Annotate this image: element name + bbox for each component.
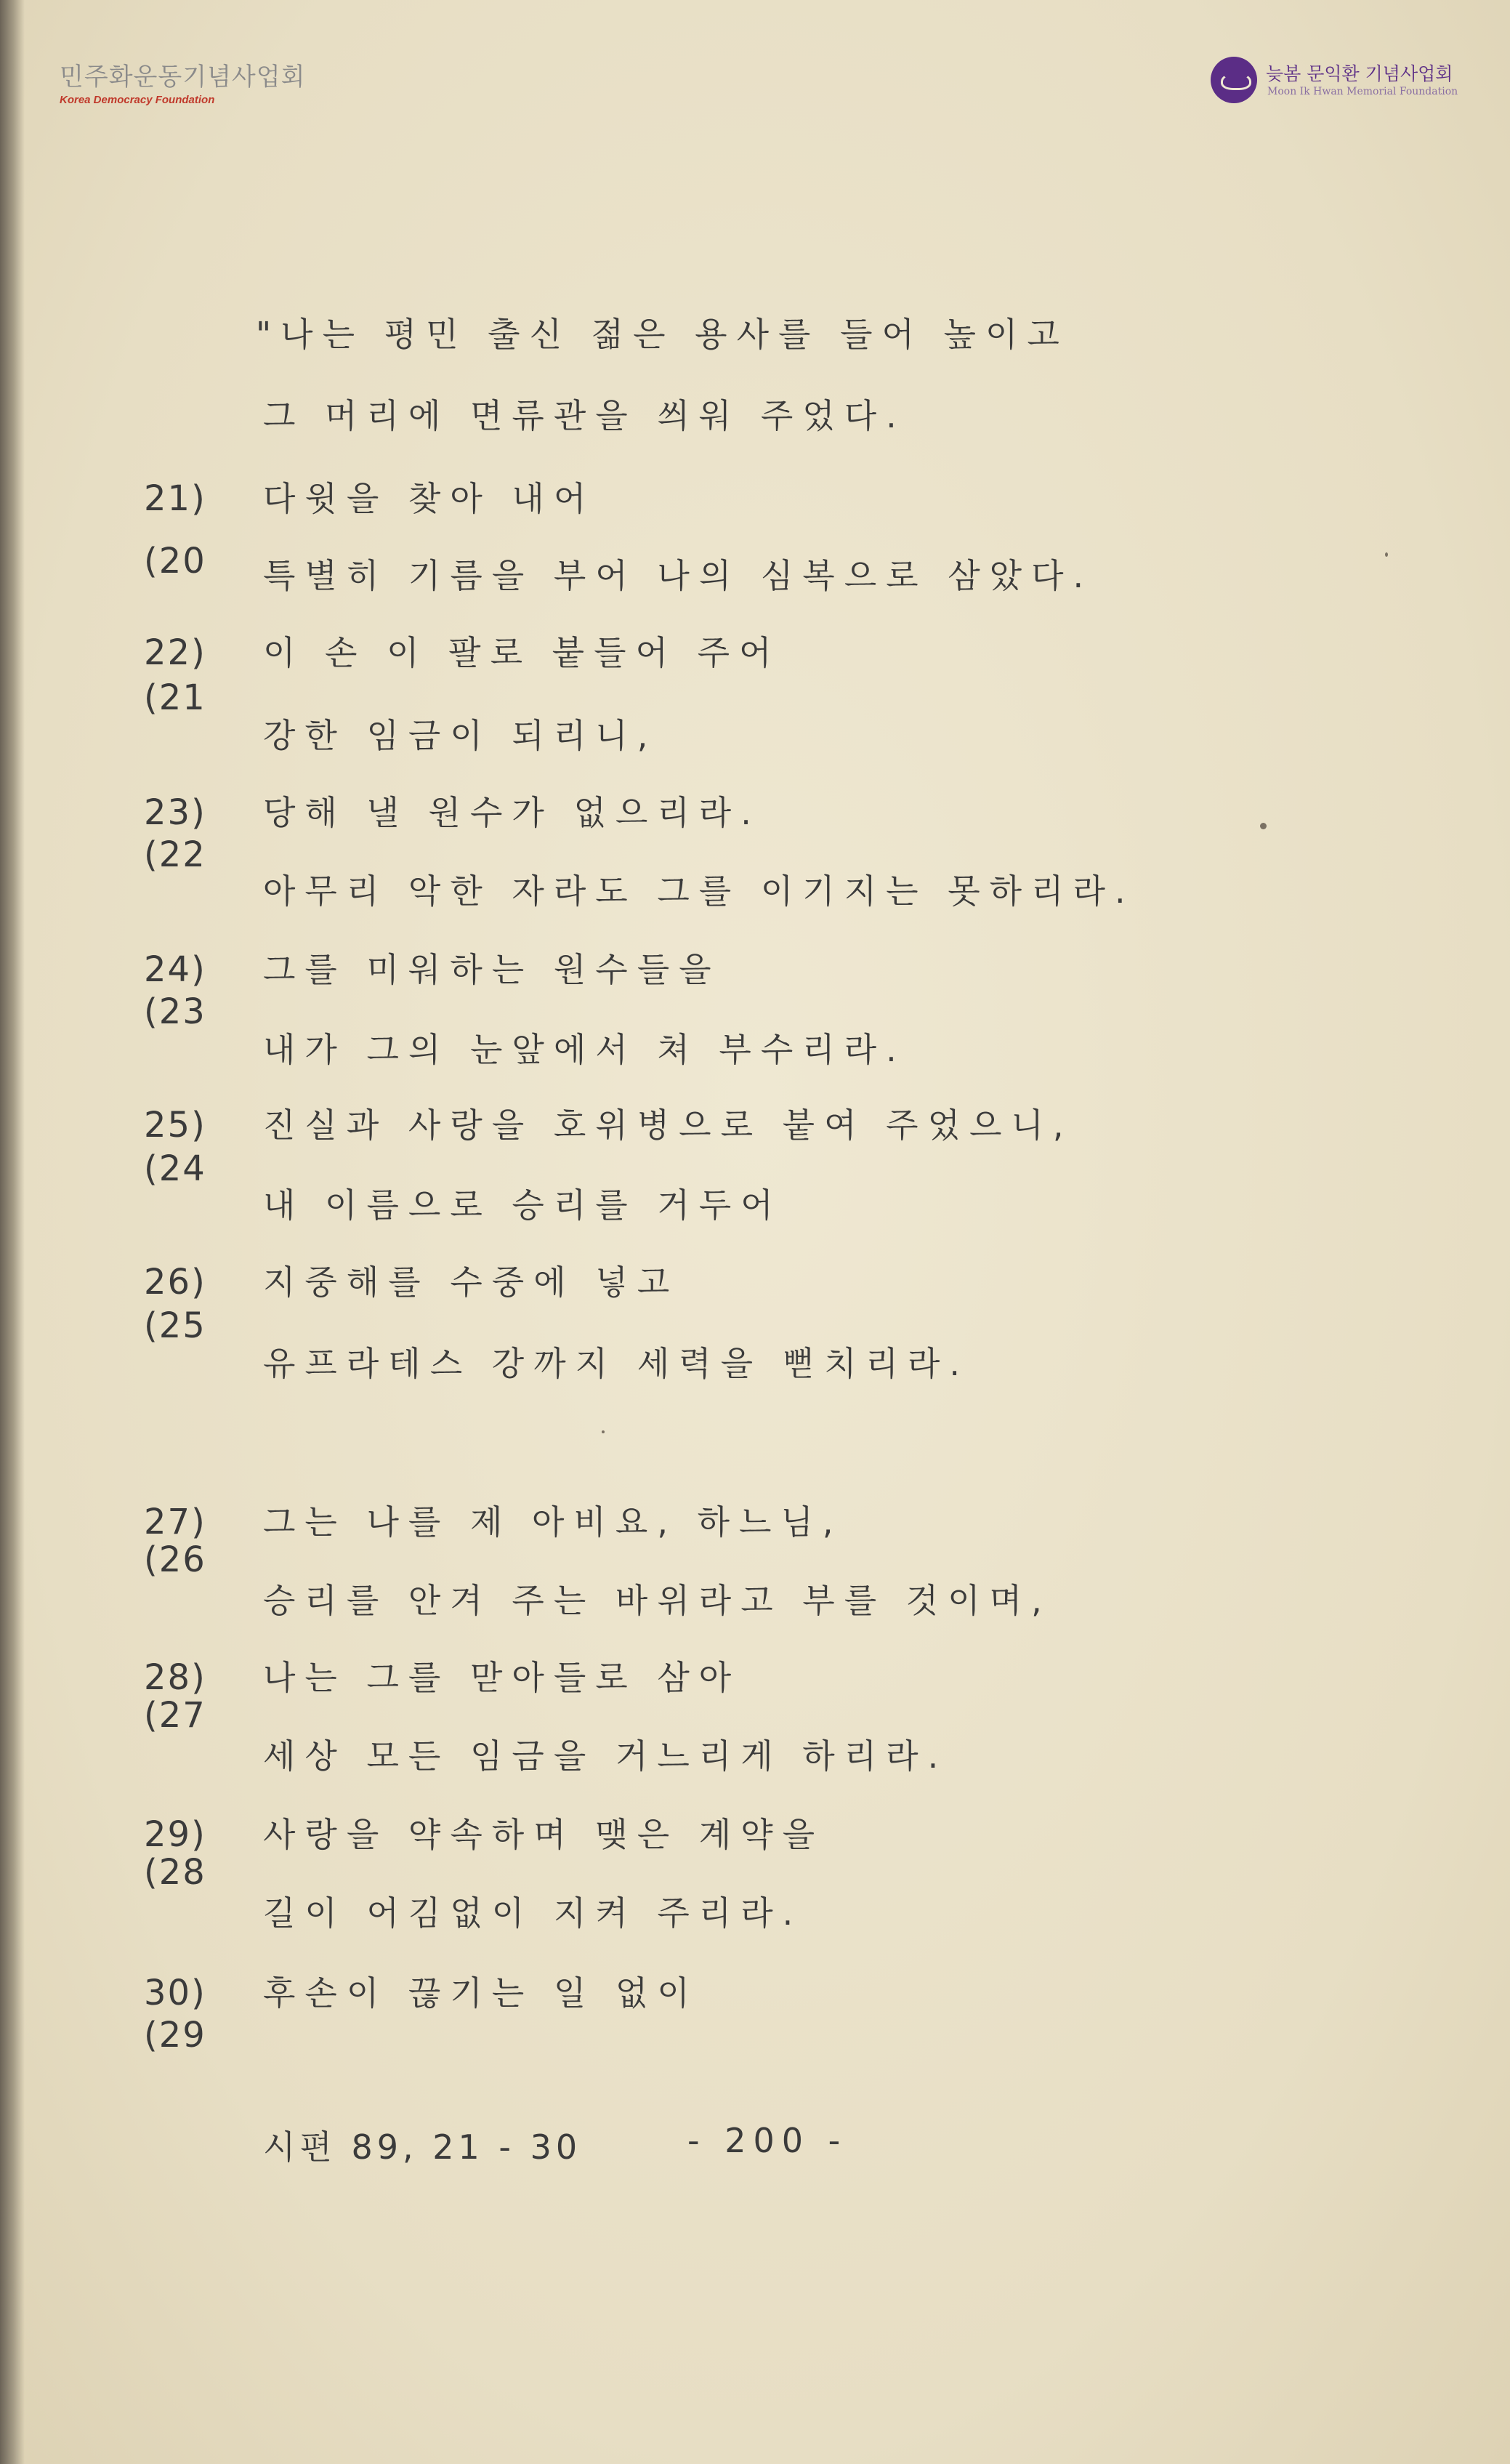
paper-speck: [1260, 823, 1267, 829]
verse-number-old: (25: [144, 1305, 206, 1346]
verse-number-new: 29): [144, 1814, 206, 1855]
verse-number-new: 21): [144, 478, 206, 519]
right-logo-english: Moon Ik Hwan Memorial Foundation: [1267, 86, 1458, 97]
binding-shadow: [0, 0, 25, 2464]
verse-number-new: 27): [144, 1502, 206, 1542]
verse-number-old: (26: [144, 1539, 206, 1580]
text-line: 그를 미워하는 원수들을: [263, 950, 721, 989]
verse-number-new: 22): [144, 632, 206, 673]
foundation-seal-icon: [1211, 57, 1257, 103]
verse-number-new: 26): [144, 1262, 206, 1303]
text-line: 강한 임금이 되리니,: [263, 716, 658, 755]
text-line: 사랑을 약속하며 맺은 계약을: [263, 1815, 825, 1854]
text-line: 그는 나를 제 아비요, 하느님,: [263, 1502, 843, 1542]
text-line: 진실과 사랑을 호위병으로 붙여 주었으니,: [263, 1106, 1073, 1145]
text-line: 아무리 악한 자라도 그를 이기지는 못하리라.: [263, 871, 1135, 911]
text-line: 유프라테스 강까지 세력을 뻗치리라.: [263, 1344, 970, 1383]
text-line: 내 이름으로 승리를 거두어: [263, 1185, 783, 1225]
paper-speck: [1385, 552, 1388, 557]
verse-number-new: 24): [144, 949, 206, 990]
text-line: "나는 평민 출신 젊은 용사를 들어 높이고: [256, 315, 1069, 354]
text-line: 특별히 기름을 부어 나의 심복으로 삼았다.: [263, 556, 1094, 595]
text-line: 나는 그를 맏아들로 삼아: [263, 1658, 741, 1697]
text-line: 그 머리에 면류관을 씌워 주었다.: [263, 396, 906, 435]
text-line: 당해 낼 원수가 없으리라.: [263, 793, 761, 832]
korea-democracy-foundation-logo: [60, 57, 306, 108]
page-number: - 200 -: [687, 2121, 848, 2160]
scripture-reference: 시편 89, 21 - 30: [263, 2127, 582, 2167]
text-line: 다윗을 찾아 내어: [263, 479, 596, 518]
text-line: 지중해를 수중에 넣고: [263, 1263, 679, 1302]
verse-number-old: (29: [144, 2015, 206, 2056]
text-line: 세상 모든 임금을 거느리게 하리라.: [263, 1736, 948, 1776]
verse-number-new: 28): [144, 1657, 206, 1698]
verse-number-old: (20: [144, 541, 206, 581]
left-logo-english: Korea Democracy Foundation: [60, 94, 215, 106]
text-line: 승리를 안겨 주는 바위라고 부를 것이며,: [263, 1581, 1051, 1620]
verse-number-old: (28: [144, 1852, 206, 1893]
moon-ik-hwan-foundation-logo: [1211, 57, 1458, 108]
left-logo-korean: 민주화운동기념사업회: [60, 63, 306, 92]
right-logo-korean: 늦봄 문익환 기념사업회: [1266, 63, 1453, 84]
text-line: 길이 어김없이 지켜 주리라.: [263, 1893, 803, 1933]
verse-number-new: 23): [144, 792, 206, 833]
verse-number-old: (23: [144, 991, 206, 1032]
verse-number-old: (24: [144, 1148, 206, 1189]
paper-speck: [602, 1430, 605, 1433]
text-line: 후손이 끊기는 일 없이: [263, 1973, 699, 2013]
verse-number-old: (27: [144, 1695, 206, 1736]
verse-number-old: (21: [144, 677, 206, 718]
verse-number-old: (22: [144, 834, 206, 875]
verse-number-new: 30): [144, 1973, 206, 2013]
text-line: 내가 그의 눈앞에서 쳐 부수리라.: [263, 1030, 906, 1069]
verse-number-new: 25): [144, 1105, 206, 1146]
text-line: 이 손 이 팔로 붙들어 주어: [263, 633, 781, 672]
